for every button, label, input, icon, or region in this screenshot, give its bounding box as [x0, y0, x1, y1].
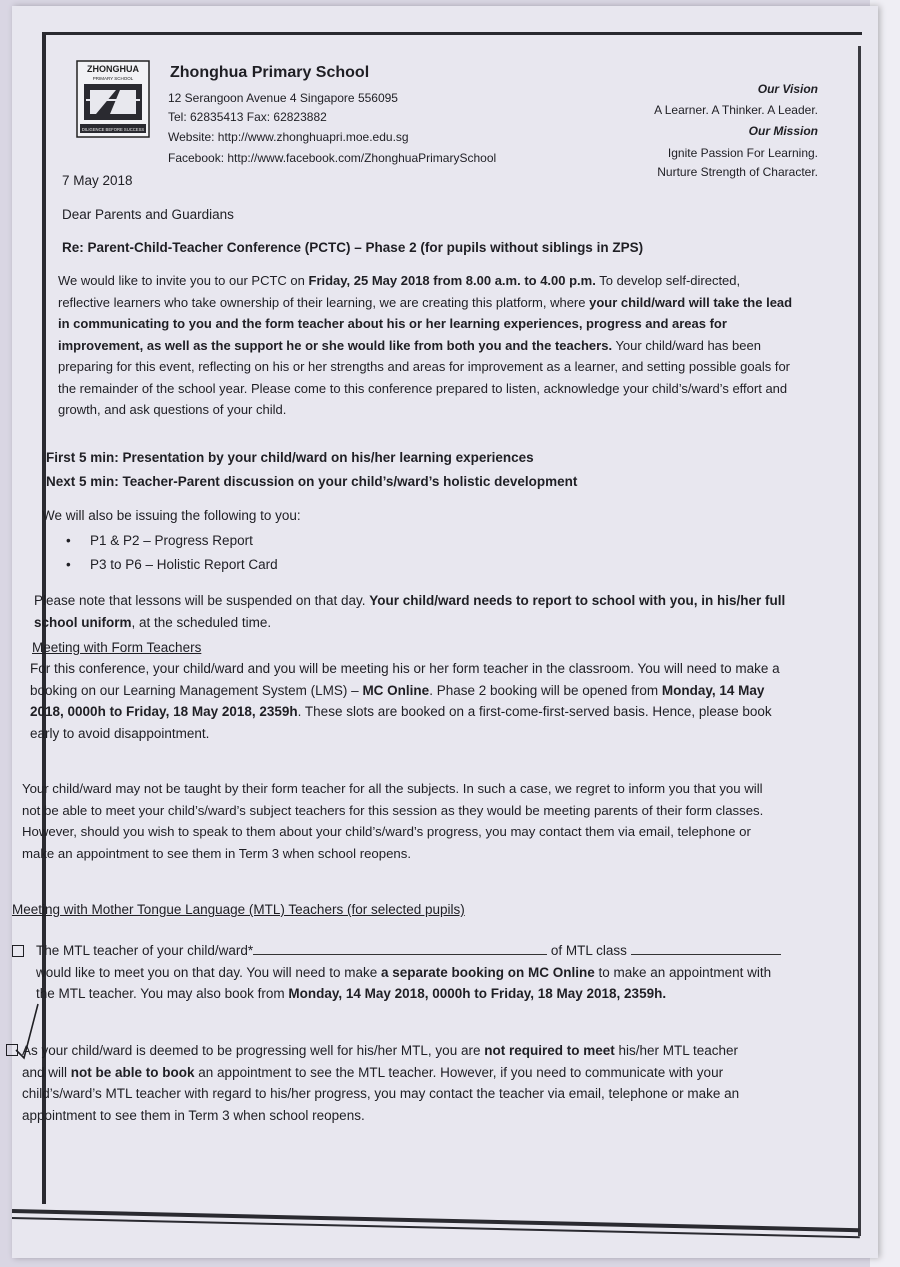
- school-tel-fax: Tel: 62835413 Fax: 62823882: [168, 110, 327, 124]
- logo-motto: DILIGENCE BEFORE SUCCESS: [81, 127, 145, 132]
- intro-l4a: improvement, as well as the support he or she would like from both you and the teachers.: [58, 337, 613, 353]
- intro-l2b: your child/ward will take the lead: [589, 294, 793, 310]
- form-teachers-heading: Meeting with Form Teachers: [32, 640, 202, 655]
- form-l3b: . These slots are booked on a first-come-first-served basis. Hence, please book: [297, 704, 772, 719]
- form-teachers-paragraph: [30, 658, 780, 744]
- logo-text-top: ZHONGHUA: [87, 64, 139, 74]
- letter-date: 7 May 2018: [62, 173, 133, 188]
- mtl2-l1c: his/her MTL teacher: [614, 1043, 739, 1058]
- suspend-l2a: school uniform: [34, 614, 132, 630]
- mtl-option-2: [22, 1040, 739, 1126]
- vision-text: A Learner. A Thinker. A Leader.: [654, 103, 818, 117]
- vision-title: Our Vision: [757, 82, 818, 96]
- agenda-first: First 5 min: Presentation by your child/ward on his/her learning experiences: [46, 450, 534, 465]
- mtl1-l2b: a separate booking on MC Online: [380, 964, 595, 980]
- page-border-right: [858, 46, 861, 1236]
- mission-title: Our Mission: [748, 124, 818, 138]
- form-l1: For this conference, your child/ward and you will be meeting his or her form teacher in the classroom. You will need to make a: [30, 661, 780, 676]
- form-l2d: Monday, 14 May: [661, 682, 765, 698]
- school-address: 12 Serangoon Avenue 4 Singapore 556095: [168, 91, 398, 105]
- issuing-intro: We will also be issuing the following to you:: [42, 508, 301, 523]
- mtl1-l3b: Monday, 14 May 2018, 0000h to Friday, 18 May 2018, 2359h.: [288, 986, 667, 1001]
- page-border-top: [42, 32, 862, 35]
- intro-event-date: Friday, 25 May 2018 from 8.00 a.m. to 4.00 p.m.: [308, 273, 596, 288]
- intro-l6: the remainder of the school year. Please come to this conference prepared to listen, acknowledge your child’s/ward’s effort and: [58, 380, 788, 396]
- salutation: Dear Parents and Guardians: [62, 207, 234, 222]
- suspend-l2b: , at the scheduled time.: [131, 614, 272, 630]
- intro-l2a: reflective learners who take ownership of their learning, we are creating this platform, where: [58, 294, 590, 310]
- intro-l3: in communicating to you and the form teacher about his or her learning experiences, progress and areas for: [58, 316, 727, 331]
- suspend-l1b: Your child/ward needs to report to school with you, in his/her full: [369, 593, 786, 608]
- mtl1-l1b: of MTL class: [550, 943, 627, 958]
- intro-l7: growth, and ask questions of your child.: [58, 402, 287, 417]
- subjects-l3: However, should you wish to speak to them about your child’s/ward’s progress, you may contact them via email, telephone or: [22, 824, 751, 839]
- mtl-option-1: [36, 940, 781, 1005]
- mtl2-l1a: As your child/ward is deemed to be progressing well for his/her MTL, you are: [22, 1043, 485, 1058]
- form-l4: early to avoid disappointment.: [30, 725, 210, 741]
- school-facebook-link[interactable]: Facebook: http://www.facebook.com/ZhonghuaPrimarySchool: [168, 151, 497, 165]
- subjects-l4: make an appointment to see them in Term 3 when school reopens.: [22, 845, 412, 861]
- mtl2-l2a: and will: [22, 1064, 71, 1080]
- mission-line-1: Ignite Passion For Learning.: [667, 146, 818, 160]
- school-website-link[interactable]: Website: http://www.zhonghuapri.moe.edu.sg: [168, 130, 409, 144]
- subjects-l1: Your child/ward may not be taught by their form teacher for all the subjects. In such a case, we regret to inform you that you will: [22, 781, 763, 796]
- mtl-teacher-name-blank[interactable]: [253, 942, 547, 955]
- logo-text-sub: PRIMARY SCHOOL: [92, 76, 134, 81]
- mtl1-l1a: The MTL teacher of your child/ward*: [36, 943, 254, 958]
- subjects-l2: not be able to meet your child’s/ward’s subject teachers for this session as they would be meeting parents of their form classes.: [22, 802, 764, 818]
- issue-item-2: • P3 to P6 – Holistic Report Card: [90, 557, 278, 572]
- mtl-class-blank[interactable]: [631, 942, 781, 955]
- form-l3a: 2018, 0000h to Friday, 18 May 2018, 2359h: [30, 704, 298, 719]
- mtl2-l3: child’s/ward’s MTL teacher with regard to his/her progress, you may contact the teacher via email, telephone or make an: [22, 1086, 740, 1101]
- mtl2-l2c: an appointment to see the MTL teacher. However, if you need to communicate with your: [194, 1064, 724, 1080]
- school-logo-icon: [76, 60, 150, 138]
- intro-l4b: Your child/ward has been: [612, 337, 761, 353]
- mtl-heading: Meeting with Mother Tongue Language (MTL) Teachers (for selected pupils): [12, 902, 465, 917]
- intro-l5: preparing for this event, reflecting on his or her strengths and areas for improvement as a learner, and setting possible goals for: [58, 359, 791, 374]
- intro-l1c: To develop self-directed,: [595, 273, 741, 288]
- agenda-next: Next 5 min: Teacher-Parent discussion on your child’s/ward’s holistic development: [46, 474, 578, 489]
- mtl1-l2a: would like to meet you on that day. You will need to make: [36, 964, 381, 980]
- mtl1-l3a: the MTL teacher. You may also book from: [36, 986, 289, 1001]
- form-l2c: . Phase 2 booking will be opened from: [429, 682, 662, 698]
- intro-l1a: We would like to invite you to our PCTC on: [58, 273, 309, 288]
- letter-subject: Re: Parent-Child-Teacher Conference (PCTC) – Phase 2 (for pupils without siblings in ZPS): [62, 240, 644, 255]
- intro-paragraph: [58, 270, 792, 421]
- issue-item-1: • P1 & P2 – Progress Report: [90, 533, 253, 548]
- mission-line-2: Nurture Strength of Character.: [657, 165, 818, 179]
- mtl2-l4: appointment to see them in Term 3 when school reopens.: [22, 1107, 365, 1123]
- mtl-meet-checkbox[interactable]: [12, 945, 24, 957]
- mtl1-l2c: to make an appointment with: [594, 964, 772, 980]
- form-l2a: booking on our Learning Management System (LMS) –: [30, 682, 363, 698]
- form-lms-name: MC Online: [362, 682, 430, 698]
- suspend-l1a: Please note that lessons will be suspended on that day.: [34, 593, 370, 608]
- mtl2-l2b: not be able to book: [70, 1064, 195, 1080]
- school-name: Zhonghua Primary School: [170, 64, 370, 81]
- subjects-paragraph: [22, 778, 763, 864]
- suspend-paragraph: [34, 590, 785, 633]
- mtl2-l1b: not required to meet: [484, 1043, 615, 1058]
